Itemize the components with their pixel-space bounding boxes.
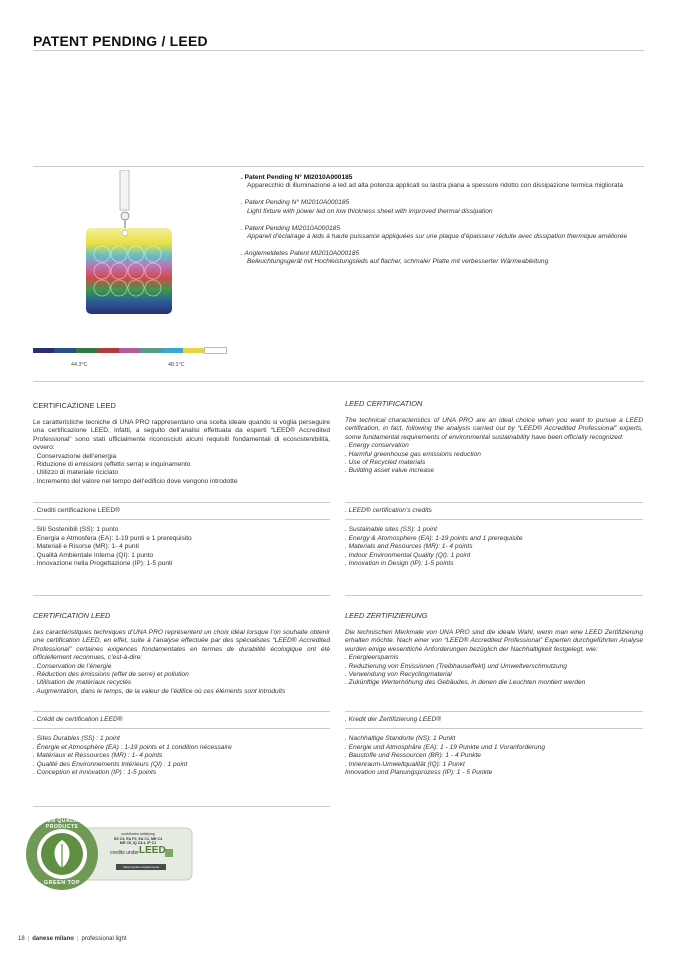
thermal-scale-segment <box>183 348 204 353</box>
credits-block-fr <box>33 716 330 777</box>
thermal-scale-segment <box>162 348 183 353</box>
requirements-list <box>33 663 330 697</box>
credits-divider <box>345 519 643 520</box>
patent-divider-bottom <box>33 381 644 382</box>
list-item: . Energy conservation <box>345 442 409 450</box>
section-divider <box>33 502 330 503</box>
list-item: Innovation und Planungsprozess (IP): 1 - 5 Punkte <box>345 769 493 777</box>
thermal-scale-bar <box>33 348 226 353</box>
list-item: . Indoor Environmental Quality (QI): 1 point <box>345 551 471 559</box>
list-item: . Materiali e Risorse (MR): 1- 4 punti <box>33 543 139 551</box>
section-intro: The technical characteristics of UNA PRO are an ideal choice when you want to pursue a LEED certification, in fact, following the analysis carried out by “LEED® Accredited Professional” experts, some fundamental requirements of environmental sustainability have been officially recognized: <box>345 416 643 441</box>
list-item: . Énergie et Atmosphère (EA) : 1-19 points et 1 condition nécessaire <box>33 743 232 751</box>
list-item: . Building asset value increase <box>345 467 435 475</box>
requirements-list <box>345 654 643 688</box>
list-item: . Conception et innovation (IP) : 1-5 points <box>33 769 157 777</box>
thermal-scale-segment <box>140 348 161 353</box>
page-title: PATENT PENDING / LEED <box>33 33 208 49</box>
list-item: . Innovation in Design (IP): 1-5 points <box>345 560 454 568</box>
list-item: . Réduction des émissions (effet de serre) et pollution <box>33 670 189 678</box>
credits-block-de <box>345 716 643 777</box>
thermal-min-caption: 44.3°C <box>71 362 88 368</box>
list-item: . Use of Recycled materials <box>345 458 426 466</box>
patent-item <box>241 174 631 191</box>
patent-heading: . Patent Pending N° MI2010A000185 <box>241 199 350 207</box>
page-footer: 18 | danese milano | professional light <box>18 936 127 942</box>
credits-block-it <box>33 507 330 568</box>
badge-bottom-text: GREEN TOP <box>43 880 81 886</box>
patent-divider-top <box>33 166 644 167</box>
patent-list <box>241 174 631 267</box>
thermal-scale-segment <box>54 348 75 353</box>
list-item: . Conservation de l’énergie <box>33 662 112 670</box>
section-heading: CERTIFICATION LEED <box>33 611 111 620</box>
section-heading: LEED CERTIFICATION <box>345 399 423 408</box>
list-item: . Innovazione nella Progettazione (IP): 1-5 punti <box>33 560 173 568</box>
footer-tagline: professional light <box>81 936 127 942</box>
badge-line: contributes satisfying <box>121 832 155 836</box>
list-item: . Energie und Atmosphäre (EA): 1 - 19 Punkte und 1 Voranforderung <box>345 743 546 751</box>
badge-small-text: rating system requirements <box>116 864 166 870</box>
thermal-scale-segment <box>119 348 140 353</box>
requirements-list <box>33 453 330 487</box>
list-item: . Energieersparnis <box>345 654 399 662</box>
list-item: . Nachhaltige Standorte (NS): 1 Punkt <box>345 735 456 743</box>
list-item: . Incremento del valore nel tempo dell’edificio dove vengono introdotte <box>33 477 238 485</box>
list-item: . Qualità Ambientale Interna (QI): 1 punto <box>33 551 154 559</box>
section-heading: LEED ZERTIFIZIERUNG <box>345 611 428 620</box>
patent-heading: . Patent Pending N° MI2010A000185 <box>241 174 353 181</box>
credits-heading: . Crédit de certification LEED® <box>33 716 123 723</box>
section-intro: Le caratteristiche tecniche di UNA PRO rappresentano una scelta ideale quando si voglia perseguire una certificazione LEED, infatti, a seguito dell’analisi effettuata da esperti “LEED® Accredited Professional” sono stati ufficialmente riconosciuti alcuni requisiti fondamentali di ecosostenibilità, ovvero: <box>33 418 330 452</box>
list-item: . Energia e Atmosfera (EA): 1-19 punti e 1 prerequisito <box>33 534 192 542</box>
list-item: . Riduzione di emissioni (effetto serra) e inquinamento <box>33 460 191 468</box>
badge-ring-text: GREEN QUALIFIED PRODUCTS <box>35 818 89 830</box>
patent-text: Beleuchtungsgerät mit Hochleistungsleds auf flacher, schmaler Platte mit verbesserter Wärmeableitung <box>247 258 549 266</box>
thermal-max-caption: 48.1°C <box>168 362 185 368</box>
list-item: . Sustainable sites (SS): 1 point <box>345 526 437 534</box>
badge-leed-logo: LEED <box>139 845 166 856</box>
list-item: . Utilisation de matériaux recyclés <box>33 679 132 687</box>
leed-block-it <box>33 402 330 486</box>
green-qualified-badge <box>22 816 197 892</box>
badge-text <box>106 832 170 846</box>
badge-credits-under: credits under <box>110 850 139 856</box>
leed-block-fr <box>33 612 330 696</box>
patent-heading: . Patent Pending MI2010A000185 <box>241 224 340 232</box>
thermal-scale-segment <box>97 348 118 353</box>
section-divider <box>345 502 643 503</box>
list-item: . Siti Sostenibili (SS): 1 punto <box>33 526 119 534</box>
thermal-scale-segment <box>76 348 97 353</box>
title-divider <box>33 50 644 51</box>
list-item: . Verwendung von Recyclingmaterial <box>345 670 452 678</box>
thermal-scale-segment <box>205 348 226 353</box>
page-number: 18 <box>18 936 25 942</box>
list-item: . Reduzierung von Emissionen (Treibhauseffekt) und Umweltverschmutzung <box>345 662 567 670</box>
list-item: . Qualité des Environnements Intérieurs (QI) : 1 point <box>33 760 188 768</box>
patent-text: Apparecchio di illuminazione a led ad alta potenza applicati su lastra piana a spessore ridotto con dissipazione termica migliorata <box>247 182 624 190</box>
section-divider <box>33 711 330 712</box>
credits-heading: . Kredit der Zertifizierung LEED® <box>345 716 442 723</box>
leed-block-en <box>345 400 643 476</box>
patent-text: Appareil d’éclairage à leds à haute puissance appliquées sur une plaque d’épaisseur réduite avec dissipation thermique améliorée <box>247 233 628 241</box>
credits-divider <box>33 519 330 520</box>
block-divider <box>33 595 330 596</box>
list-item: . Zukünftige Werterhöhung des Gebäudes, in denen die Leuchten montiert werden <box>345 679 586 687</box>
section-divider <box>345 711 643 712</box>
list-item: . Baustoffe und Ressourcen (BR): 1 - 4 Punkte <box>345 752 481 760</box>
section-heading: CERTIFICAZIONE LEED <box>33 401 116 410</box>
list-item: . Energy & Atomosphere (EA): 1-19 points and 1 prerequisite <box>345 534 523 542</box>
list-item: . Matériaux et Ressources (MR) : 1- 4 points <box>33 752 163 760</box>
patent-text: Light fixture with power led on low thickness sheet with improved thermal dissipation <box>247 207 493 215</box>
credits-divider <box>345 728 643 729</box>
credits-block-en <box>345 507 643 568</box>
credits-divider <box>33 728 330 729</box>
badge-line: SS C3, EA P2, EA C1, MR C4 <box>113 836 163 841</box>
badge-line: MR C5, IQ C8.1, IP C1 <box>119 841 157 846</box>
product-thermal-image <box>80 170 180 320</box>
list-item: . Sites Durables (SS) : 1 point <box>33 735 120 743</box>
patent-item <box>241 199 631 216</box>
list-item: . Harmful greenhouse gas emissions reduction <box>345 450 481 458</box>
credits-heading: . LEED® certification’s credits <box>345 507 432 514</box>
list-item: . Conservazione dell’energia <box>33 452 117 460</box>
credits-heading: . Crediti certificazione LEED® <box>33 507 120 514</box>
badge-divider <box>33 806 330 807</box>
patent-item <box>241 250 631 267</box>
footer-brand: danese milano <box>32 936 74 942</box>
patent-item <box>241 225 631 242</box>
list-item: . Utilizzo di materiale riciclato <box>33 469 119 477</box>
patent-heading: . Anglemeldetes Patent MI2010A000185 <box>241 249 360 257</box>
list-item: . Materials and Resources (MR): 1- 4 points <box>345 543 473 551</box>
section-intro: Les caractéristiques techniques d’UNA PRO représentent un choix idéal lorsque l’on souhaite obtenir une certification LEED, en effet, suite à l’analyse effectuée par des spécialistes “LEED® Accredited Professional” certaines exigences fondamentales en termes de durabilité écologique ont été officiellement reconnues, c’est-à-dire: <box>33 628 330 662</box>
list-item: . Innenraum-Umweltqualität (IQ): 1 Punkt <box>345 760 465 768</box>
leed-block-de <box>345 612 643 688</box>
block-divider <box>345 595 643 596</box>
section-intro: Die technischen Merkmale von UNA PRO sind die ideale Wahl, wenn man eine LEED Zertifizierung erhalten möchte. Nach einer von “LEED® Accredited Professional” Experten durchgeführten Analyse wurden einige wesentliche Anforderungen bezüglich der Nachhaltigkeit festgelegt, wie: <box>345 628 643 653</box>
list-item: . Augmentation, dans le temps, de la valeur de l’édifice où ces éléments sont introduits <box>33 687 286 695</box>
thermal-scale-segment <box>33 348 54 353</box>
requirements-list <box>345 442 643 476</box>
